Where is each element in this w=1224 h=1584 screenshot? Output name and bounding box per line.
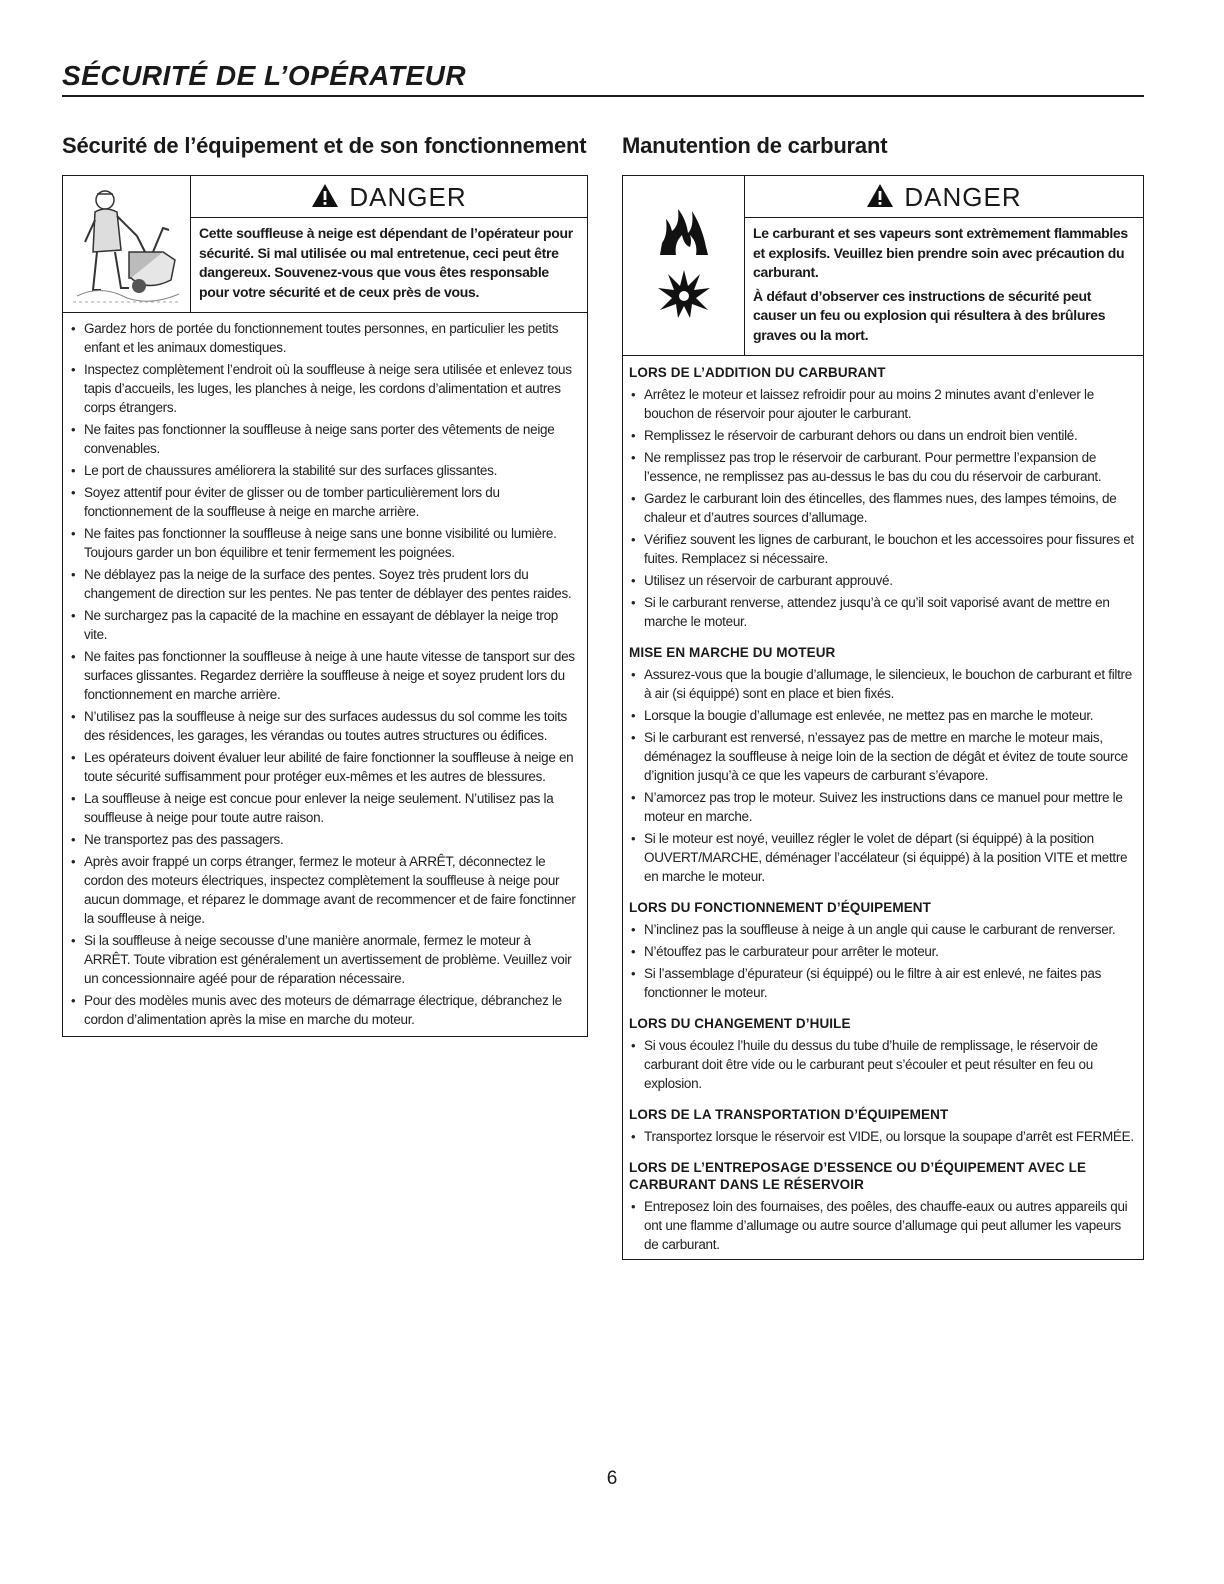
list-item: • Le port de chaussures améliorera la stabilité sur des surfaces glissantes. bbox=[69, 461, 579, 480]
list-item: • Ne surchargez pas la capacité de la machine en essayant de déblayer la neige trop vite. bbox=[69, 606, 579, 644]
list-item: • N’étouffez pas le carburateur pour arrêter le moteur. bbox=[629, 942, 1135, 961]
list-item: • Assurez-vous que la bougie d’allumage, le silencieux, le bouchon de carburant et filtre à air (si équippé) sont en place et bien fixés. bbox=[629, 665, 1135, 703]
danger-text-area-right bbox=[745, 176, 1143, 355]
list-item: • Si l’assemblage d’épurateur (si équippé) ou le filtre à air est enlevé, ne faites pas fonctionner le moteur. bbox=[629, 964, 1135, 1002]
danger-text-right-2: À défaut d’observer ces instructions de sécurité peut causer un feu ou explosion qui résultera à des brûlures graves ou la mort. bbox=[753, 287, 1106, 343]
list-item: • Gardez le carburant loin des étincelles, des flammes nues, des lampes témoins, de chaleur et d’autres sources d’allumage. bbox=[629, 489, 1135, 527]
danger-panel-right bbox=[623, 176, 1143, 356]
danger-message-right bbox=[753, 224, 1137, 345]
list-item: • Si le moteur est noyé, veuillez régler le volet de départ (si équippé) à la position OUVERT/MARCHE, déménager l’accélateur (si équippé) à la position VITE et mettre en marche le moteur. bbox=[629, 829, 1135, 886]
equipment-safety-list bbox=[63, 313, 587, 1036]
fuel-handling-box bbox=[622, 175, 1144, 1260]
list-item: • Si le carburant renverse, attendez jusqu’à ce qu’il soit vaporisé avant de mettre en marche le moteur. bbox=[629, 593, 1135, 631]
section-list bbox=[623, 918, 1143, 1007]
page-title: SÉCURITÉ DE L’OPÉRATEUR bbox=[62, 60, 467, 91]
section-heading: LORS DE L’ENTREPOSAGE D’ESSENCE OU D’ÉQUIPEMENT AVEC LE CARBURANT DANS LE RÉSERVOIR bbox=[629, 1160, 1087, 1192]
list-item: • Vérifiez souvent les lignes de carburant, le bouchon et les accessoires pour fissures et fuites. Remplacez si nécessaire. bbox=[629, 530, 1135, 568]
warning-triangle-icon bbox=[311, 183, 339, 213]
warning-triangle-icon bbox=[866, 183, 894, 213]
section-heading: MISE EN MARCHE DU MOTEUR bbox=[629, 645, 836, 660]
list-item: • Ne faites pas fonctionner la souffleuse à neige sans porter des vêtements de neige convenables. bbox=[69, 420, 579, 458]
list-item: • Si le carburant est renversé, n’essayez pas de mettre en marche le moteur mais, déménagez la souffleuse à neige loin de la section de dégât et évitez de toute source d’ignition jusqu’à ce que les vapeurs de carburant s’évapore. bbox=[629, 728, 1135, 785]
section-list bbox=[623, 383, 1143, 636]
list-item: • N’utilisez pas la souffleuse à neige sur des surfaces audessus du sol comme les toits des résidences, les garages, les vérandas ou toutes autres structures ou édifices. bbox=[69, 707, 579, 745]
left-heading: Sécurité de l’équipement et de son fonctionnement bbox=[62, 133, 587, 158]
list-item: • Gardez hors de portée du fonctionnement toutes personnes, en particulier les petits enfant et les animaux domestiques. bbox=[69, 319, 579, 357]
list-item: • La souffleuse à neige est concue pour enlever la neige seulement. N’utilisez pas la souffleuse à neige pour toute autre raison. bbox=[69, 789, 579, 827]
fire-icon bbox=[656, 207, 712, 262]
list-item: • Entreposez loin des fournaises, des poêles, des chauffe-eaux ou autres appareils qui ont une flamme d’allumage ou autre source d’allumage qui peut allumer les vapeurs de carburant. bbox=[629, 1197, 1135, 1254]
section-heading: LORS DE LA TRANSPORTATION D’ÉQUIPEMENT bbox=[629, 1107, 949, 1122]
section-heading: LORS DU CHANGEMENT D’HUILE bbox=[629, 1016, 851, 1031]
danger-text-left: Cette souffleuse à neige est dépendant de l’opérateur pour sécurité. Si mal utilisée ou mal entretenue, ceci peut être dangereux. Souvenez-vous que vous êtes responsable pour votre sécurité et de ceux près de vous. bbox=[199, 225, 573, 300]
list-item: • N’inclinez pas la souffleuse à neige à un angle qui cause le carburant de renverser. bbox=[629, 920, 1135, 939]
list-item: • Si la souffleuse à neige secousse d’une manière anormale, fermez le moteur à ARRÊT. Toute vibration est généralement un avertissement de problème. Veuillez voir un concessionnaire agéé pour de réparation nécessaire. bbox=[69, 931, 579, 988]
left-column bbox=[62, 133, 588, 1037]
list-item: • Inspectez complètement l’endroit où la souffleuse à neige sera utilisée et enlevez tous tapis d’accueils, les luges, les planches à neige, les cordons d’alimentation et autres corps étrangers. bbox=[69, 360, 579, 417]
section-list bbox=[623, 1034, 1143, 1098]
right-heading: Manutention de carburant bbox=[622, 133, 888, 158]
explosion-icon bbox=[656, 268, 712, 325]
list-item: • Ne remplissez pas trop le réservoir de carburant. Pour permettre l’expansion de l’essence, ne remplissez pas au-dessus le bas du cou du réservoir de carburant. bbox=[629, 448, 1135, 486]
list-item: • Transportez lorsque le réservoir est VIDE, ou lorsque la soupape d’arrêt est FERMÉE. bbox=[629, 1127, 1135, 1146]
list-item: • Pour des modèles munis avec des moteurs de démarrage électrique, débranchez le cordon d’alimentation après la mise en marche du moteur. bbox=[69, 991, 579, 1029]
page-number: 6 bbox=[606, 1468, 618, 1489]
list-item: • Après avoir frappé un corps étranger, fermez le moteur à ARRÊT, déconnectez le cordon des moteurs électriques, inspectez complètement la souffleuse à neige pour aucun dommage, et réparez le dommage avant de recommencer et de faire fonctinner la souffleuse à neige. bbox=[69, 852, 579, 928]
danger-word-right: DANGER bbox=[904, 182, 1022, 212]
danger-title-left bbox=[191, 176, 587, 218]
list-item: • Remplissez le réservoir de carburant dehors ou dans un endroit bien ventilé. bbox=[629, 426, 1135, 445]
danger-word-left: DANGER bbox=[349, 182, 467, 212]
section-list bbox=[623, 1195, 1143, 1259]
page-header bbox=[62, 60, 1144, 97]
list-item: • Ne faites pas fonctionner la souffleuse à neige à une haute vitesse de tansport sur des surfaces glissantes. Regardez derrière la souffleuse à neige et soyez prudent lors du fonctionnement en marche arrière. bbox=[69, 647, 579, 704]
list-item: • Ne faites pas fonctionner la souffleuse à neige sans une bonne visibilité ou lumière. Toujours garder un bon équilibre et tenir fermement les poignées. bbox=[69, 524, 579, 562]
section-heading: LORS DE L’ADDITION DU CARBURANT bbox=[629, 365, 886, 380]
danger-text-right-1: Le carburant et ses vapeurs sont extrèmement flammables et explosifs. Veuillez bien prendre soin avec précaution du carburant. bbox=[753, 225, 1128, 280]
list-item: • Si vous écoulez l’huile du dessus du tube d’huile de remplissage, le réservoir de carburant doit être vide ou le carburant peut s’écouler et peut résulter en feu ou explosion. bbox=[629, 1036, 1135, 1093]
equipment-safety-box bbox=[62, 175, 588, 1037]
list-item: • N’amorcez pas trop le moteur. Suivez les instructions dans ce manuel pour mettre le moteur en marche. bbox=[629, 788, 1135, 826]
danger-panel-left bbox=[63, 176, 587, 313]
section-heading: LORS DU FONCTIONNEMENT D’ÉQUIPEMENT bbox=[629, 900, 932, 915]
section-list bbox=[623, 663, 1143, 891]
right-column bbox=[622, 133, 1144, 1260]
section-list bbox=[623, 1125, 1143, 1151]
list-item: • Utilisez un réservoir de carburant approuvé. bbox=[629, 571, 1135, 590]
list-item: • Ne transportez pas des passagers. bbox=[69, 830, 579, 849]
list-item: • Les opérateurs doivent évaluer leur abilité de faire fonctionner la souffleuse à neige en toute sécurité suffisamment pour protéger eux-mêmes et les autres de blessures. bbox=[69, 748, 579, 786]
list-item: • Ne déblayez pas la neige de la surface des pentes. Soyez très prudent lors du changement de direction sur les pentes. Ne pas tenter de déblayer des pentes raides. bbox=[69, 565, 579, 603]
list-item: • Lorsque la bougie d’allumage est enlevée, ne mettez pas en marche le moteur. bbox=[629, 706, 1135, 725]
hazard-icons bbox=[623, 176, 745, 355]
list-item: • Arrêtez le moteur et laissez refroidir pour au moins 2 minutes avant d’enlever le bouchon de réservoir pour ajouter le carburant. bbox=[629, 385, 1135, 423]
snowblower-operator-icon bbox=[63, 176, 191, 312]
danger-message-left bbox=[199, 224, 581, 302]
list-item: • Soyez attentif pour éviter de glisser ou de tomber particulièrement lors du fonctionnement de la souffleuse à neige en marche arrière. bbox=[69, 483, 579, 521]
danger-title-right bbox=[745, 176, 1143, 218]
danger-text-area-left bbox=[191, 176, 587, 312]
